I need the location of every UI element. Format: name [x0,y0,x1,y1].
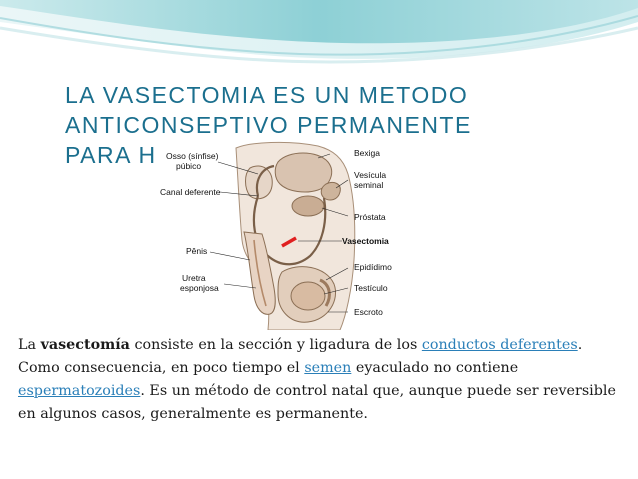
title-line-1: LA VASECTOMIA ES UN METODO [65,82,469,108]
body-text-4: eyaculado no contiene [351,360,519,376]
title-line-3: PARA H [65,142,157,168]
label-prostata: Próstata [354,212,386,222]
label-canal: Canal deferente [160,187,221,197]
body-text-2: consiste en la sección y ligadura de los [129,337,422,353]
body-paragraph [18,334,628,426]
term-vasectomia: vasectomía [40,337,130,353]
label-osso-2: púbico [176,161,202,171]
title-line-2: ANTICONSEPTIVO PERMANENTE [65,112,472,138]
label-uretra-1: Uretra [182,273,206,283]
label-epididimo: Epidídimo [354,262,392,272]
label-vasectomia: Vasectomia [342,236,389,246]
label-bexiga: Bexiga [354,148,380,158]
anatomy-illustration [158,140,408,330]
label-vesicula-1: Vesícula [354,170,387,180]
body-text-3: . Como consecuencia, en poco tiempo el [18,337,583,376]
body-text-5: . Es un método de control natal que, aunque puede ser reversible en algunos casos, generalmente es permanente. [18,383,616,422]
body-text-1: La [18,337,41,353]
label-penis: Pênis [186,246,208,256]
link-espermatozoides[interactable]: espermatozoides [18,383,141,399]
label-osso-1: Osso (sínfise) [166,151,219,161]
label-vesicula-2: seminal [354,180,384,190]
label-escroto: Escroto [354,307,383,317]
link-conductos-deferentes[interactable]: conductos deferentes [421,337,578,353]
label-testiculo: Testículo [354,283,388,293]
link-semen[interactable]: semen [304,360,352,376]
label-uretra-2: esponjosa [180,283,219,293]
decorative-wave [0,0,638,80]
anatomy-diagram [158,140,408,330]
